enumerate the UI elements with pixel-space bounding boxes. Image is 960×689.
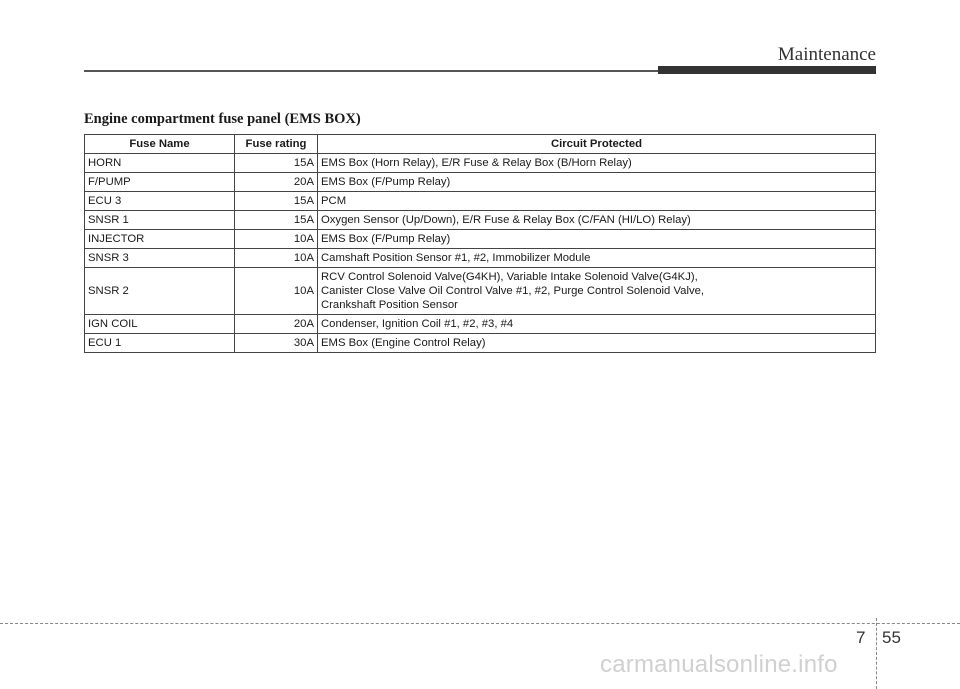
fuse-name-cell: ECU 1 — [85, 334, 235, 353]
fuse-name-cell: IGN COIL — [85, 315, 235, 334]
header-rule-accent — [658, 66, 876, 74]
section-title: Engine compartment fuse panel (EMS BOX) — [84, 111, 361, 127]
table-row — [85, 230, 876, 249]
fuse-name-cell: HORN — [85, 154, 235, 173]
page-header-title: Maintenance — [777, 44, 876, 65]
table-row — [85, 154, 876, 173]
circuit-cell: EMS Box (F/Pump Relay) — [318, 230, 876, 249]
circuit-line: Canister Close Valve Oil Control Valve #1, #2, Purge Control Solenoid Valve, — [321, 285, 705, 297]
table-row — [85, 173, 876, 192]
column-header-circuit-protected: Circuit Protected — [318, 135, 876, 154]
footer-divider — [0, 623, 960, 624]
fuse-rating-cell: 15A — [235, 211, 318, 230]
fuse-rating-cell: 10A — [235, 268, 318, 315]
fuse-rating-cell: 15A — [235, 154, 318, 173]
circuit-cell — [318, 268, 876, 315]
table-row — [85, 192, 876, 211]
fuse-name-cell: ECU 3 — [85, 192, 235, 211]
table-header-row — [85, 135, 876, 154]
circuit-line: Crankshaft Position Sensor — [321, 299, 458, 311]
table-row — [85, 211, 876, 230]
table-row — [85, 334, 876, 353]
page-number: 55 — [882, 628, 901, 647]
column-header-fuse-rating: Fuse rating — [235, 135, 318, 154]
fuse-name-cell: SNSR 2 — [85, 268, 235, 315]
fuse-rating-cell: 20A — [235, 173, 318, 192]
circuit-cell: Oxygen Sensor (Up/Down), E/R Fuse & Relay Box (C/FAN (HI/LO) Relay) — [318, 211, 876, 230]
fuse-rating-cell: 15A — [235, 192, 318, 211]
table-row — [85, 315, 876, 334]
fuse-rating-cell: 20A — [235, 315, 318, 334]
table-row — [85, 268, 876, 315]
header-rule — [84, 70, 662, 72]
footer-page-divider — [876, 618, 877, 689]
fuse-name-cell: SNSR 3 — [85, 249, 235, 268]
table-row — [85, 249, 876, 268]
chapter-number: 7 — [856, 628, 866, 647]
fuse-name-cell: SNSR 1 — [85, 211, 235, 230]
fuse-rating-cell: 10A — [235, 230, 318, 249]
fuse-rating-cell: 30A — [235, 334, 318, 353]
circuit-cell: EMS Box (F/Pump Relay) — [318, 173, 876, 192]
circuit-cell: Condenser, Ignition Coil #1, #2, #3, #4 — [318, 315, 876, 334]
fuse-table — [84, 134, 876, 353]
fuse-rating-cell: 10A — [235, 249, 318, 268]
watermark: carmanualsonline.info — [600, 651, 838, 678]
fuse-name-cell: F/PUMP — [85, 173, 235, 192]
circuit-cell: PCM — [318, 192, 876, 211]
circuit-cell: Camshaft Position Sensor #1, #2, Immobilizer Module — [318, 249, 876, 268]
circuit-cell: EMS Box (Horn Relay), E/R Fuse & Relay Box (B/Horn Relay) — [318, 154, 876, 173]
column-header-fuse-name: Fuse Name — [85, 135, 235, 154]
fuse-name-cell: INJECTOR — [85, 230, 235, 249]
circuit-line: RCV Control Solenoid Valve(G4KH), Variable Intake Solenoid Valve(G4KJ), — [321, 271, 698, 283]
circuit-cell: EMS Box (Engine Control Relay) — [318, 334, 876, 353]
